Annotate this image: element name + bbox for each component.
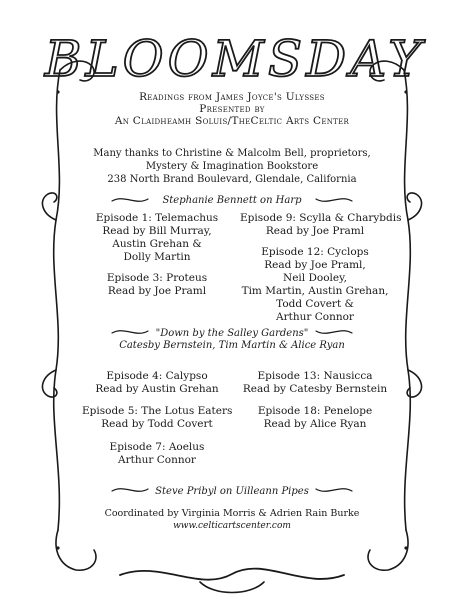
episode-line: Austin Grehan & [112, 238, 202, 250]
website-link[interactable]: www.celticartscenter.com [173, 521, 291, 531]
episode-line: Episode 3: Proteus [106, 272, 208, 284]
episode-line: Dolly Martin [123, 251, 191, 263]
episode-line: Episode 4: Calypso [106, 370, 208, 382]
episode-line: Read by Austin Grehan [95, 383, 219, 395]
episode-line: Neil Dooley, [283, 272, 347, 284]
episode-line: Arthur Connor [118, 454, 196, 466]
song-performers: Catesby Bernstein, Tim Martin & Alice Ryan [119, 340, 345, 351]
pipes-performer: Steve Pribyl on Uilleann Pipes [155, 486, 309, 497]
episode-block-calypso [82, 370, 232, 396]
episode-line: Read by Joe Praml [265, 225, 365, 237]
episode-line: Tim Martin, Austin Grehan, [241, 285, 389, 297]
song-title: "Down by the Salley Gardens" [155, 328, 309, 339]
episode-line: Read by Todd Covert [101, 418, 213, 430]
episode-line: Read by Alice Ryan [263, 418, 367, 430]
subtitle-line-2: Presented by [199, 103, 265, 115]
episode-line: Episode 12: Cyclops [261, 246, 369, 258]
thanks-line-1: Many thanks to Christine & Malcolm Bell, proprietors, [93, 148, 371, 159]
episode-block-scylla [240, 212, 402, 238]
episode-line: Episode 5: The Lotus Eaters [82, 405, 233, 417]
episode-line: Read by Joe Praml [107, 285, 207, 297]
episode-line: Episode 9: Scylla & Charybdis [240, 212, 402, 224]
episode-line: Episode 18: Penelope [257, 405, 373, 417]
harp-performer: Stephanie Bennett on Harp [162, 195, 302, 206]
subtitle-line-1: Readings from James Joyce's Ulysses [139, 91, 325, 103]
episode-line: Read by Bill Murray, [102, 225, 212, 237]
page-title-text: BLOOMSDAY [44, 30, 426, 88]
episode-block-aoelus [82, 441, 232, 467]
thanks-line-3: 238 North Brand Boulevard, Glendale, California [107, 174, 357, 185]
episode-block-cyclops [240, 246, 390, 324]
episode-block-lotus-eaters [82, 405, 232, 431]
page-title [44, 28, 426, 88]
episode-block-nausicca [240, 370, 390, 396]
episode-block-proteus [82, 272, 232, 298]
thanks-block [0, 147, 464, 186]
episode-block-telemachus [82, 212, 232, 264]
episode-line: Read by Joe Praml, [264, 259, 366, 271]
episode-line: Episode 7: Aoelus [109, 441, 205, 453]
episode-line: Episode 1: Telemachus [95, 212, 219, 224]
episode-line: Todd Covert & [276, 298, 354, 310]
thanks-line-2: Mystery & Imagination Bookstore [145, 161, 319, 172]
episode-block-penelope [240, 405, 390, 431]
episode-line: Episode 13: Nausicca [257, 370, 373, 382]
subtitle-line-3: An Claidheamh Soluis/TheCeltic Arts Center [114, 115, 350, 127]
episode-line: Arthur Connor [276, 311, 354, 323]
episode-line: Read by Catesby Bernstein [242, 383, 388, 395]
song-block [0, 328, 464, 352]
coordinators-line: Coordinated by Virginia Morris & Adrien Rain Burke [104, 508, 360, 519]
